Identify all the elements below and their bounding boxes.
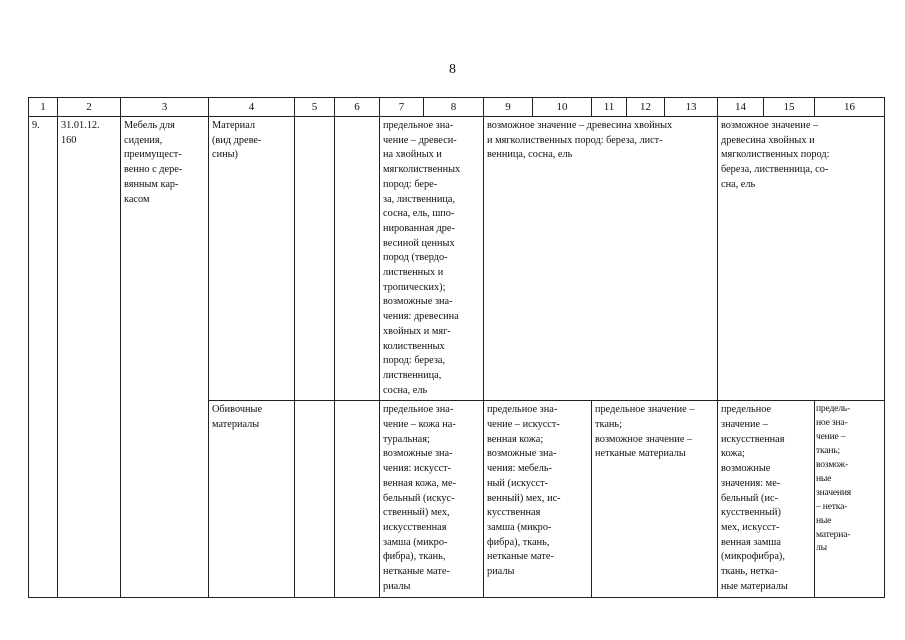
header-cell: 4: [209, 98, 295, 117]
value-cell-9-13: возможное значение – древесина хвойных и мягколиственных пород: береза, лист- венница, сосна, ель: [484, 117, 718, 401]
empty-cell: [295, 401, 335, 597]
code-cell: 31.01.12. 160: [58, 117, 121, 598]
header-cell: 16: [815, 98, 885, 117]
value-cell-7-8: предельное зна- чение – кожа на- туральная; возможные зна- чения: искусст- венная кожа, ме- бельный (искус- ственный) мех, искусственная замша (микро- фибра), ткань, нетканые мате- риалы: [380, 401, 484, 597]
header-cell: 12: [627, 98, 665, 117]
value-cell-16: предель- ное зна- чение – ткань; возмож- ные значения – нетка- ные материа- лы: [815, 401, 885, 597]
header-cell: 7: [380, 98, 424, 117]
header-cell: 15: [764, 98, 815, 117]
characteristic-cell: Обивочные материалы: [209, 401, 295, 597]
empty-cell: [295, 117, 335, 401]
table-header-row: [29, 98, 885, 117]
row-number-cell: 9.: [29, 117, 58, 598]
header-cell: 13: [665, 98, 718, 117]
page-number: 8: [449, 62, 456, 77]
header-cell: 6: [335, 98, 380, 117]
empty-cell: [335, 401, 380, 597]
product-name-cell: Мебель для сидения, преимущест- венно с дере- вянным кар- касом: [121, 117, 209, 598]
header-cell: 5: [295, 98, 335, 117]
value-cell-11-13: предельное значение – ткань; возможное значение – нетканые материалы: [592, 401, 718, 597]
header-cell: 10: [533, 98, 592, 117]
value-cell-14-15: предельное значение – искусственная кожа; возможные значения: ме- бельный (ис- кусственный) мех, искусст- венная замша (микрофибра), ткань, нетка- ные материалы: [718, 401, 815, 597]
value-cell-9-10: предельное зна- чение – искусст- венная кожа; возможные зна- чения: мебель- ный (искусст- венный) мех, ис- кусственная замша (микро- фибра), ткань, нетканые мате- риалы: [484, 401, 592, 597]
header-cell: 2: [58, 98, 121, 117]
characteristic-cell: Материал (вид древе- сины): [209, 117, 295, 401]
value-cell-14-16: возможное значение – древесина хвойных и мягколиственных пород: береза, лиственница, со- сна, ель: [718, 117, 885, 401]
header-cell: 9: [484, 98, 533, 117]
header-cell: 14: [718, 98, 764, 117]
header-cell: 3: [121, 98, 209, 117]
header-cell: 8: [424, 98, 484, 117]
table-row: [29, 117, 885, 401]
data-table: [28, 97, 885, 598]
header-cell: 1: [29, 98, 58, 117]
value-cell-7-8: предельное зна- чение – древеси- на хвойных и мягколиственных пород: бере- за, лиственница, сосна, ель, шпо- нированная дре- весиной ценных пород (твердо- лиственных и тропических); возможные зна- чения: древесина хвойных и мяг- колиственных пород: береза, лиственница, сосна, ель: [380, 117, 484, 401]
header-cell: 11: [592, 98, 627, 117]
empty-cell: [335, 117, 380, 401]
